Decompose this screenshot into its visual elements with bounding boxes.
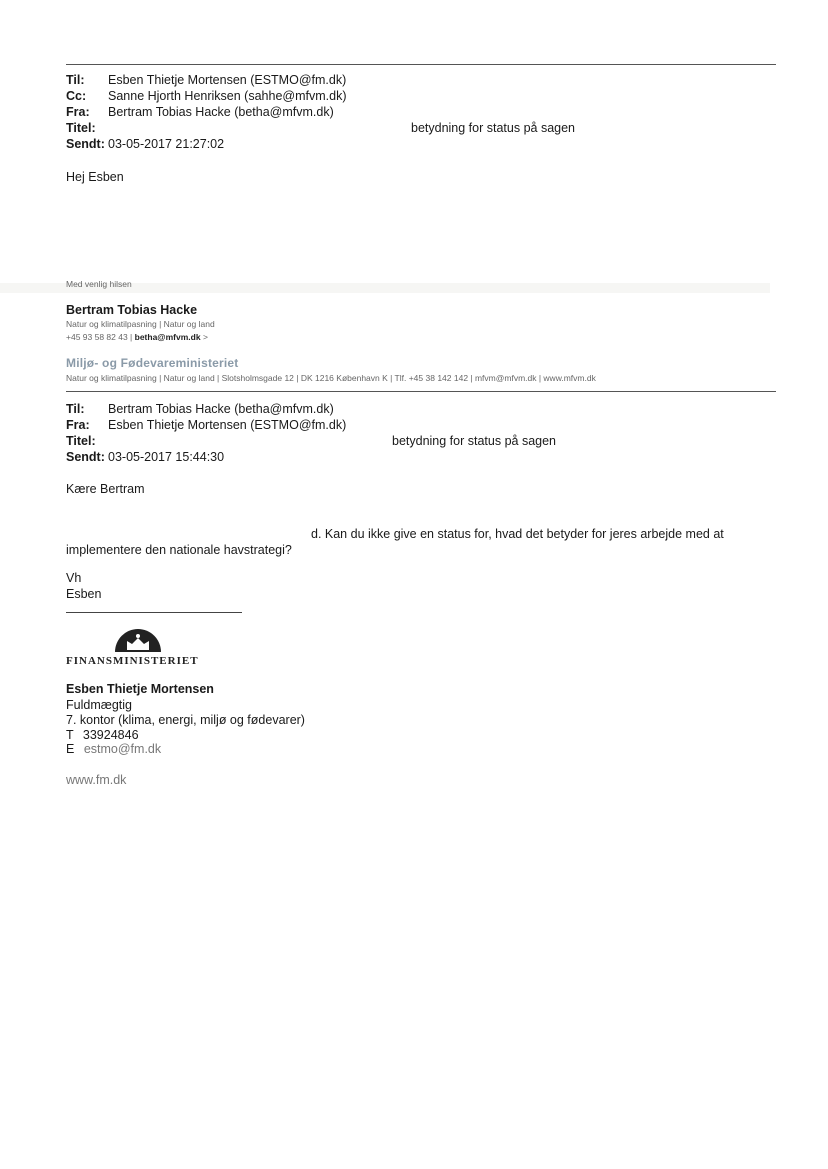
signature-name: Bertram Tobias Hacke (66, 303, 198, 317)
signature-office: 7. kontor (klima, energi, miljø og fødevarer) (66, 713, 305, 727)
body-line-1: d. Kan du ikke give en status for, hvad det betyder for jeres arbejde med at (311, 527, 724, 541)
signoff-vh: Vh (66, 571, 82, 585)
signoff-name: Esben (66, 587, 102, 601)
from-label: Fra: (66, 418, 90, 432)
signature-name: Esben Thietje Mortensen (66, 682, 214, 696)
signature-title: Fuldmægtig (66, 698, 132, 712)
from-value: Bertram Tobias Hacke (betha@mfvm.dk) (108, 105, 334, 119)
email-header-2 (66, 401, 766, 469)
signature-email-link[interactable]: betha@mfvm.dk (134, 332, 201, 342)
from-value: Esben Thietje Mortensen (ESTMO@fm.dk) (108, 418, 347, 432)
logo-wordmark: FINANSMINISTERIET (66, 655, 199, 667)
sent-label: Sendt: (66, 137, 105, 151)
email-label: E (66, 742, 75, 756)
header-divider (66, 64, 776, 65)
signature-divider (66, 612, 242, 613)
sent-value: 03-05-2017 21:27:02 (108, 137, 225, 151)
subject-label: Titel: (66, 121, 96, 135)
phone-value: 33924846 (82, 728, 139, 742)
sent-value: 03-05-2017 15:44:30 (108, 450, 225, 464)
website-link[interactable]: www.fm.dk (66, 773, 127, 787)
header-divider (66, 391, 776, 392)
email-link[interactable]: estmo@fm.dk (83, 742, 162, 756)
sent-label: Sendt: (66, 450, 105, 464)
to-value: Esben Thietje Mortensen (ESTMO@fm.dk) (108, 73, 347, 87)
signature-email-suffix: > (202, 332, 208, 342)
phone-label: T (66, 728, 74, 742)
greeting: Kære Bertram (66, 482, 145, 496)
to-label: Til: (66, 402, 85, 416)
greeting: Hej Esben (66, 170, 124, 184)
signature-contact (66, 332, 208, 342)
cc-value: Sanne Hjorth Henriksen (sahhe@mfvm.dk) (108, 89, 347, 103)
signature-department: Natur og klimatilpasning | Natur og land (66, 319, 215, 329)
signature-phone: +45 93 58 82 43 | (66, 332, 133, 342)
body-line-2: implementere den nationale havstrategi? (66, 543, 292, 557)
closing: Med venlig hilsen (66, 279, 132, 289)
to-value: Bertram Tobias Hacke (betha@mfvm.dk) (108, 402, 334, 416)
crown-logo-icon (113, 626, 163, 652)
email-header-1 (66, 72, 766, 156)
to-label: Til: (66, 73, 85, 87)
subject-label: Titel: (66, 434, 96, 448)
subject-value: betydning for status på sagen (392, 434, 557, 448)
signature-email-row (66, 741, 161, 757)
subject-value: betydning for status på sagen (411, 121, 576, 135)
ministry-footer: Natur og klimatilpasning | Natur og land | Slotsholmsgade 12 | DK 1216 København K | Tlf. +45 38 142 142 | mfvm@mfvm.dk | www.mfvm.dk (66, 373, 596, 383)
from-label: Fra: (66, 105, 90, 119)
cc-label: Cc: (66, 89, 87, 103)
ministry-name: Miljø- og Fødevareministeriet (66, 356, 239, 370)
